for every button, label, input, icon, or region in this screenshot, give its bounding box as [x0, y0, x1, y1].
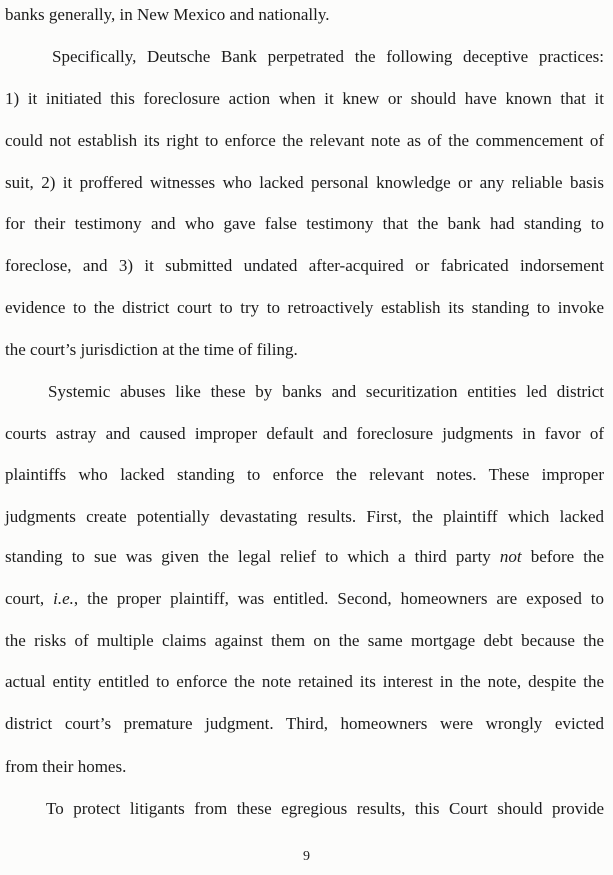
page-number: 9 — [303, 849, 310, 864]
text-line: from their homes. — [5, 757, 127, 776]
italic-text: i.e. — [53, 589, 74, 608]
text-line: Specifically, Deutsche Bank perpetrated the following deceptive practices: — [52, 47, 604, 66]
text-line — [0, 587, 613, 611]
text-segment: standing to sue was given the legal relief to which a third party — [5, 547, 491, 566]
text-line: evidence to the district court to try to retroactively establish its standing to invoke — [5, 298, 604, 317]
text-line: plaintiffs who lacked standing to enforce the relevant notes. These improper — [5, 465, 604, 484]
text-line: the court’s jurisdiction at the time of filing. — [5, 340, 298, 359]
text-line: 1) it initiated this foreclosure action when it knew or should have known that it — [5, 89, 604, 108]
text-line: courts astray and caused improper default and foreclosure judgments in favor of — [5, 424, 604, 443]
text-line — [0, 545, 613, 569]
text-line: actual entity entitled to enforce the note retained its interest in the note, despite the — [5, 672, 604, 691]
text-line: Systemic abuses like these by banks and securitization entities led district — [48, 382, 604, 401]
text-line: suit, 2) it proffered witnesses who lacked personal knowledge or any reliable basis — [5, 173, 604, 192]
text-line: foreclose, and 3) it submitted undated after-acquired or fabricated indorsement — [5, 256, 604, 275]
italic-text: not — [499, 547, 522, 566]
text-line: for their testimony and who gave false testimony that the bank had standing to — [5, 214, 604, 233]
text-line: district court’s premature judgment. Third, homeowners were wrongly evicted — [5, 714, 604, 733]
text-line: banks generally, in New Mexico and nationally. — [5, 5, 330, 24]
text-segment: court, — [5, 589, 45, 608]
text-segment: before the — [530, 547, 605, 566]
text-line: judgments create potentially devastating results. First, the plaintiff which lacked — [5, 507, 604, 526]
text-segment: , the proper plaintiff, was entitled. Second, homeowners are exposed to — [73, 589, 605, 608]
text-line: could not establish its right to enforce the relevant note as of the commencement of — [5, 131, 604, 150]
text-line: To protect litigants from these egregious results, this Court should provide — [46, 799, 604, 818]
text-line: the risks of multiple claims against them on the same mortgage debt because the — [5, 631, 604, 650]
